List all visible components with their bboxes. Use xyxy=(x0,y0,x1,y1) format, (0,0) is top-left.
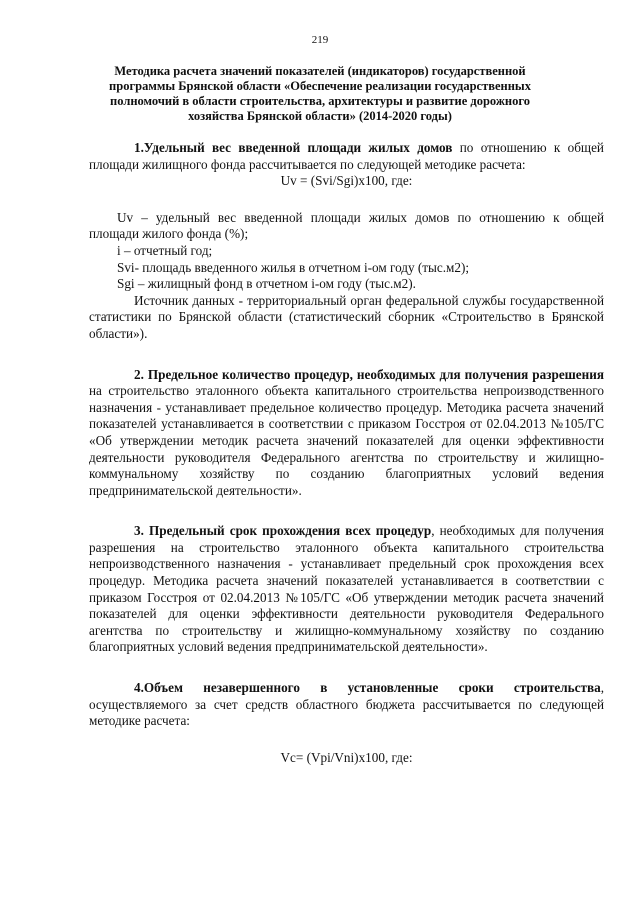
definition-sgi: Sgi – жилищный фонд в отчетном i-ом году (тыс.м2). xyxy=(117,276,416,292)
section-2-heading: 2. Предельное количество процедур, необходимых для получения разрешения xyxy=(134,366,604,382)
spacer xyxy=(89,730,604,750)
definition-svi: Svi- площадь введенного жилья в отчетном i-ом году (тыс.м2); xyxy=(117,259,470,275)
section-3-text: , необходимых для получения разрешения на строительство эталонного объекта капитального строительства непроизводственного назначения - устанавливает предельный срок прохождения всех процедур. Методика расчета значений показателей устанавливается в соответствии с приказом Госстроя от 02.04.2013 №105/ГС «Об утверждении методик расчета значений показателей для оценки эффективности деятельности руководителя Федерального агентства по строительству и жилищно-коммунальному хозяйству по созданию благоприятных условий ведения предпринимательской деятельности». xyxy=(89,523,604,655)
spacer xyxy=(89,190,604,210)
spacer xyxy=(89,343,604,367)
spacer xyxy=(89,656,604,680)
definition-uv: Uv – удельный вес введенной площади жилых домов по отношению к общей площади жилого фонда (%); xyxy=(89,209,604,242)
section-1-heading: 1.Удельный вес введенной площади жилых домов xyxy=(134,140,453,155)
definition-i: i – отчетный год; xyxy=(117,242,213,258)
document-title: Методика расчета значений показателей (индикаторов) государственной программы Брянской области «Обеспечение реализации государственных полномочий в области строительства, архитектуры и развитие дорожного хозяйства Брянской области» (2014-2020 годы) xyxy=(109,64,531,123)
section-1-text: по отношению к общей площади жилищного фонда рассчитывается по следующей методике расчета: xyxy=(89,140,604,172)
section-3-heading: 3. Предельный срок прохождения всех процедур xyxy=(134,523,432,539)
spacer xyxy=(89,499,604,523)
section-3 xyxy=(89,523,604,656)
formula-uv: Uv = (Svi/Sgi)x100, где: xyxy=(280,173,413,189)
page-number: 219 xyxy=(311,34,329,46)
formula-vc: Vc= (Vpi/Vni)x100, где: xyxy=(280,749,413,765)
section-2 xyxy=(89,367,604,500)
section-4 xyxy=(89,680,604,730)
section-4-text: , осуществляемого за счет средств областного бюджета рассчитывается по следующей методике расчета: xyxy=(89,680,604,729)
section-4-heading: 4.Объем незавершенного в установленные сроки строительства xyxy=(134,680,601,696)
section-1-intro xyxy=(89,140,604,173)
document-body xyxy=(89,140,604,766)
section-2-text: на строительство эталонного объекта капитального строительства непроизводственного назначения - устанавливает предельное количество процедур. Методика расчета значений показателей устанавливается в соответствии с приказом Госстроя от 02.04.2013 №105/ГС «Об утверждении методик расчета значений показателей для оценки эффективности деятельности руководителя Федерального агентства по строительству и жилищно-коммунальному хозяйству по созданию благоприятных условий ведения предпринимательской деятельности». xyxy=(89,383,604,498)
data-source: Источник данных - территориальный орган федеральной службы государственной статистики по Брянской области (статистический сборник «Строительство в Брянской области»). xyxy=(89,292,604,341)
